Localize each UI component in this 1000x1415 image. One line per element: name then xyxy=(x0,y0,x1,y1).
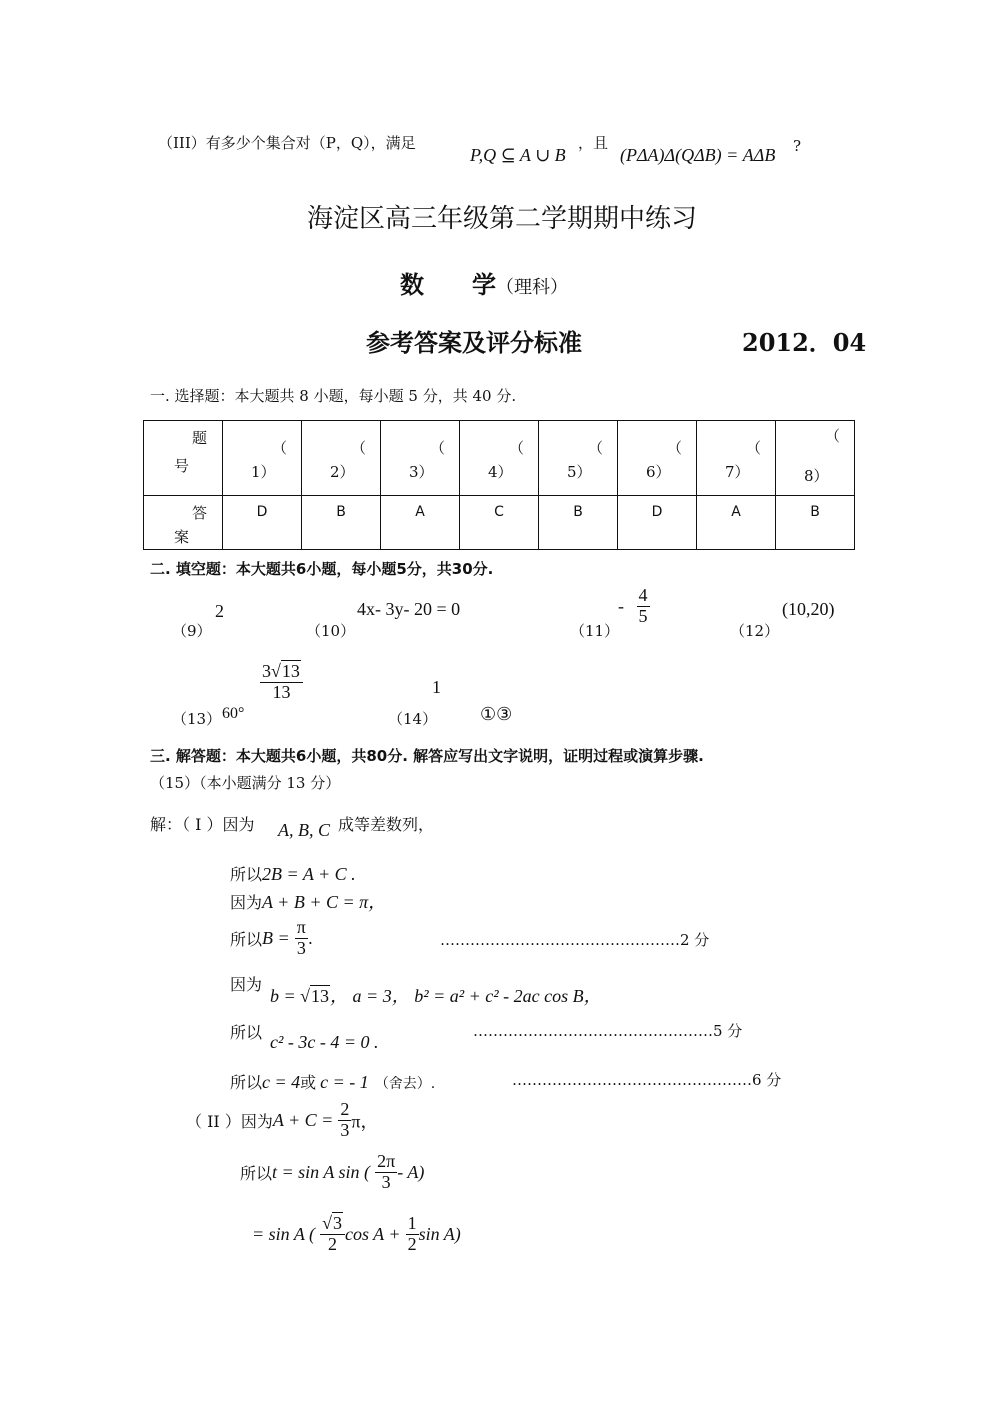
q10-label: （10） xyxy=(306,622,356,640)
part3-question xyxy=(158,132,416,153)
q13-answer-angle: 60° xyxy=(222,705,245,722)
answer-cell xyxy=(697,496,776,550)
line-math: A + C = xyxy=(272,1109,334,1130)
line-prefix: 所以 xyxy=(240,1163,273,1183)
subtitle: 参考答案及评分标准 xyxy=(366,328,582,357)
q11-fraction xyxy=(637,586,650,627)
page-title: 海淀区高三年级第二学期期中练习 xyxy=(307,204,698,234)
answer-letter: B xyxy=(573,504,583,520)
answer-cell xyxy=(618,496,697,550)
question-number-cell xyxy=(381,421,460,496)
q11-answer xyxy=(618,586,650,627)
fraction-denominator: 3 xyxy=(340,1119,350,1140)
question-number-cell xyxy=(697,421,776,496)
radicand: 13 xyxy=(281,661,300,681)
subject-name: 数 学 xyxy=(400,270,496,299)
date: 2012．04 xyxy=(742,328,867,357)
line5-math: c² - 3c - 4 = 0 . xyxy=(270,1032,379,1052)
question-number-cell xyxy=(618,421,697,496)
score-6: …………………………………………6 分 xyxy=(512,1071,782,1089)
answer-letter: B xyxy=(336,504,346,520)
question-number: 3） xyxy=(409,463,434,481)
line-prefix: 所以 xyxy=(230,929,263,949)
line-tail: π， xyxy=(351,1111,379,1132)
open-paren: （ xyxy=(745,439,761,457)
answer-letter: A xyxy=(731,504,741,520)
table-row xyxy=(144,496,855,550)
line-math: = sin A ( xyxy=(252,1223,315,1244)
solution-prefix: 解：（ I ）因为 xyxy=(150,815,255,834)
q11-sign: - xyxy=(618,595,624,616)
fraction-denominator: 3 xyxy=(296,937,306,958)
answer-letter: A xyxy=(415,504,425,520)
radicand: 3 xyxy=(332,1213,342,1233)
question-number: 4） xyxy=(488,463,513,481)
arith-seq-text: 成等差数列， xyxy=(338,815,435,834)
part3-connector: ，且 xyxy=(578,134,609,152)
line-math: t = sin A sin ( xyxy=(272,1161,371,1182)
numerator-coefficient: 3 xyxy=(262,661,271,681)
line-prefix: 因为 xyxy=(230,893,263,912)
line-math: A + B + C = π， xyxy=(262,892,387,912)
two-pi-over-3 xyxy=(375,1152,397,1193)
fraction-denominator: 3 xyxy=(381,1171,391,1192)
line-prefix: 所以 xyxy=(230,1073,263,1092)
part3-condition-2: (PΔA)Δ(QΔB) = AΔB xyxy=(620,145,776,165)
answer-letter: D xyxy=(256,504,268,520)
fraction-denominator: 13 xyxy=(272,681,291,702)
answer-letter: B xyxy=(810,504,820,520)
q9-answer: 2 xyxy=(215,601,224,621)
line3 xyxy=(230,918,313,959)
open-paren: （ xyxy=(508,439,524,457)
part2-line1 xyxy=(186,1100,378,1141)
fraction-numerator: π xyxy=(296,917,306,937)
c-eq-neg1: c = - 1 xyxy=(320,1072,369,1092)
subject-note: （理科） xyxy=(496,277,568,298)
line-math: 2B = A + C . xyxy=(262,864,356,884)
answer-cell xyxy=(223,496,302,550)
section2-heading: 二. 填空题：本大题共6小题，每小题5分，共30分. xyxy=(150,560,494,578)
fraction-denominator: 2 xyxy=(407,1233,417,1254)
row-label-top: 答 xyxy=(192,504,208,522)
answer-table xyxy=(143,420,855,550)
question-number-cell xyxy=(460,421,539,496)
q15-title: （15）（本小题满分 13 分） xyxy=(150,774,341,792)
q10-answer: 4x- 3y- 20 = 0 xyxy=(357,599,461,619)
line-tail: - A) xyxy=(397,1161,425,1182)
q13-answer-fraction xyxy=(260,662,303,703)
line6 xyxy=(230,1070,435,1093)
line-end-dot: . xyxy=(307,928,313,948)
header-cell xyxy=(144,496,223,550)
radicand: 13 xyxy=(311,986,330,1006)
answer-cell xyxy=(302,496,381,550)
answer-cell xyxy=(539,496,618,550)
sqrt3-over-2 xyxy=(320,1214,345,1255)
score-5: …………………………………………5 分 xyxy=(473,1022,743,1040)
answer-cell xyxy=(460,496,539,550)
answer-cell xyxy=(381,496,460,550)
question-number: 5） xyxy=(567,463,592,481)
line5-prefix: 所以 xyxy=(230,1023,263,1042)
line1 xyxy=(230,862,356,885)
solution-start xyxy=(150,812,255,835)
line-prefix: （ II ）因为 xyxy=(186,1111,273,1131)
row-label-bottom: 案 xyxy=(174,528,190,546)
fraction-numerator: 4 xyxy=(638,585,648,605)
fraction-denominator: 5 xyxy=(638,605,648,626)
open-paren: （ xyxy=(587,439,603,457)
fraction-numerator: 2π xyxy=(377,1151,396,1171)
or-word: 或 xyxy=(300,1073,317,1092)
section3-heading: 三. 解答题：本大题共6小题，共80分. 解答应写出文字说明，证明过程或演算步骤. xyxy=(150,747,704,765)
question-number-cell xyxy=(776,421,855,496)
one-half xyxy=(406,1214,419,1255)
row-label-bottom: 号 xyxy=(174,457,190,475)
fraction-denominator: 2 xyxy=(328,1233,338,1254)
open-paren: （ xyxy=(666,439,682,457)
fraction-numerator: 1 xyxy=(407,1213,417,1233)
fraction-numerator: 2 xyxy=(340,1099,350,1119)
open-paren: （ xyxy=(429,439,445,457)
row-label-top: 题 xyxy=(192,429,208,447)
part2-line2 xyxy=(240,1152,424,1193)
q13-label: （13） xyxy=(172,710,222,728)
open-paren: （ xyxy=(271,439,287,457)
table-row xyxy=(144,421,855,496)
question-number: 6） xyxy=(646,463,671,481)
line-mid: cos A + xyxy=(344,1223,401,1244)
q11-label: （11） xyxy=(570,622,620,640)
question-number-cell xyxy=(223,421,302,496)
part3-condition-1: P,Q ⊆ A ∪ B xyxy=(470,145,566,165)
answer-letter: C xyxy=(494,504,504,520)
two-thirds xyxy=(338,1100,351,1141)
open-paren: （ xyxy=(824,427,840,445)
part3-text: （III）有多少个集合对（P，Q），满足 xyxy=(158,134,416,152)
q12-label: （12） xyxy=(730,622,780,640)
part2-line3 xyxy=(252,1214,461,1255)
c-eq-4: c = 4 xyxy=(262,1072,301,1092)
open-paren: （ xyxy=(350,439,366,457)
cosine-law: ， a = 3， b² = a² + c² - 2ac cos B， xyxy=(330,986,602,1006)
question-number: 2） xyxy=(330,463,355,481)
b-eq: b = xyxy=(270,986,301,1006)
line-math: B = xyxy=(262,927,290,948)
subject-title xyxy=(400,265,568,300)
q12-answer: (10,20) xyxy=(782,599,835,619)
question-number-cell xyxy=(539,421,618,496)
question-number: 8） xyxy=(804,467,829,485)
part3-question-mark: ? xyxy=(793,137,802,155)
q14-answer-1: 1 xyxy=(432,677,441,697)
abc-variables: A, B, C xyxy=(278,820,330,840)
score-2: …………………………………………2 分 xyxy=(440,931,710,949)
answer-cell xyxy=(776,496,855,550)
line4-prefix: 因为 xyxy=(230,975,263,994)
q13-fraction xyxy=(260,662,303,703)
line4-math: b = √13， a = 3， b² = a² + c² - 2ac cos B， xyxy=(270,986,602,1006)
answer-letter: D xyxy=(651,504,663,520)
section1-heading: 一. 选择题：本大题共 8 小题，每小题 5 分，共 40 分. xyxy=(150,387,517,405)
question-number: 1） xyxy=(251,463,276,481)
q14-answer-2: ①③ xyxy=(480,704,513,725)
pi-over-3 xyxy=(295,918,308,959)
fraction-numerator: √3 xyxy=(320,1214,345,1235)
q14-label: （14） xyxy=(388,710,438,728)
line-tail: sin A) xyxy=(418,1223,461,1244)
discard-note: （舍去）. xyxy=(374,1076,436,1092)
fraction-numerator: 3√13 xyxy=(260,662,303,683)
q9-label: （9） xyxy=(172,622,212,640)
line-prefix: 所以 xyxy=(230,865,263,884)
header-cell xyxy=(144,421,223,496)
question-number-cell xyxy=(302,421,381,496)
question-number: 7） xyxy=(725,463,750,481)
line2 xyxy=(230,888,386,914)
